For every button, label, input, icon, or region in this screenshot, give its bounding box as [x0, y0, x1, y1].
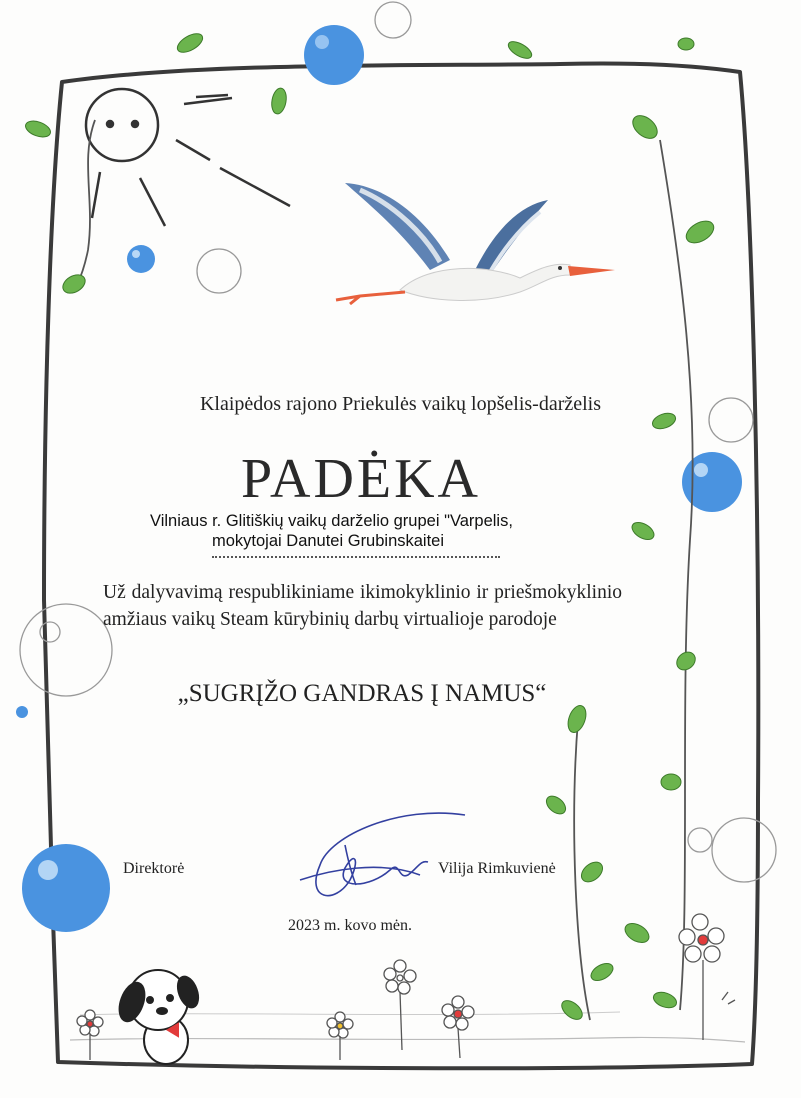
- signatory-name: Vilija Rimkuvienė: [438, 860, 556, 877]
- signatory-role: Direktorė: [123, 860, 185, 877]
- recipient-line-1: Vilniaus r. Glitiškių vaikų darželio grupei "Varpelis,: [150, 512, 513, 530]
- recipient-dotted-underline: [212, 556, 500, 558]
- stork-icon: [336, 183, 615, 304]
- signature-scribble: [300, 813, 465, 896]
- recipient-line-2: mokytojai Danutei Grubinskaitei: [212, 532, 445, 550]
- sun-icon: [86, 89, 290, 226]
- certificate-title: PADĖKA: [241, 448, 481, 510]
- clear-bubble-icon: [20, 2, 776, 882]
- issue-date: 2023 m. kovo mėn.: [288, 917, 412, 934]
- event-name: „SUGRĮŽO GANDRAS Į NAMUS“: [177, 680, 547, 707]
- vine-icon: [72, 120, 693, 1020]
- institution-name: Klaipėdos rajono Priekulės vaikų lopšelis-darželis: [199, 393, 601, 415]
- award-reason: Už dalyvavimą respublikiniame ikimokyklinio ir priešmokyklinio amžiaus vaikų Steam kūrybinių darbų virtualioje parodoje: [103, 582, 622, 630]
- puppy-icon: [115, 970, 202, 1064]
